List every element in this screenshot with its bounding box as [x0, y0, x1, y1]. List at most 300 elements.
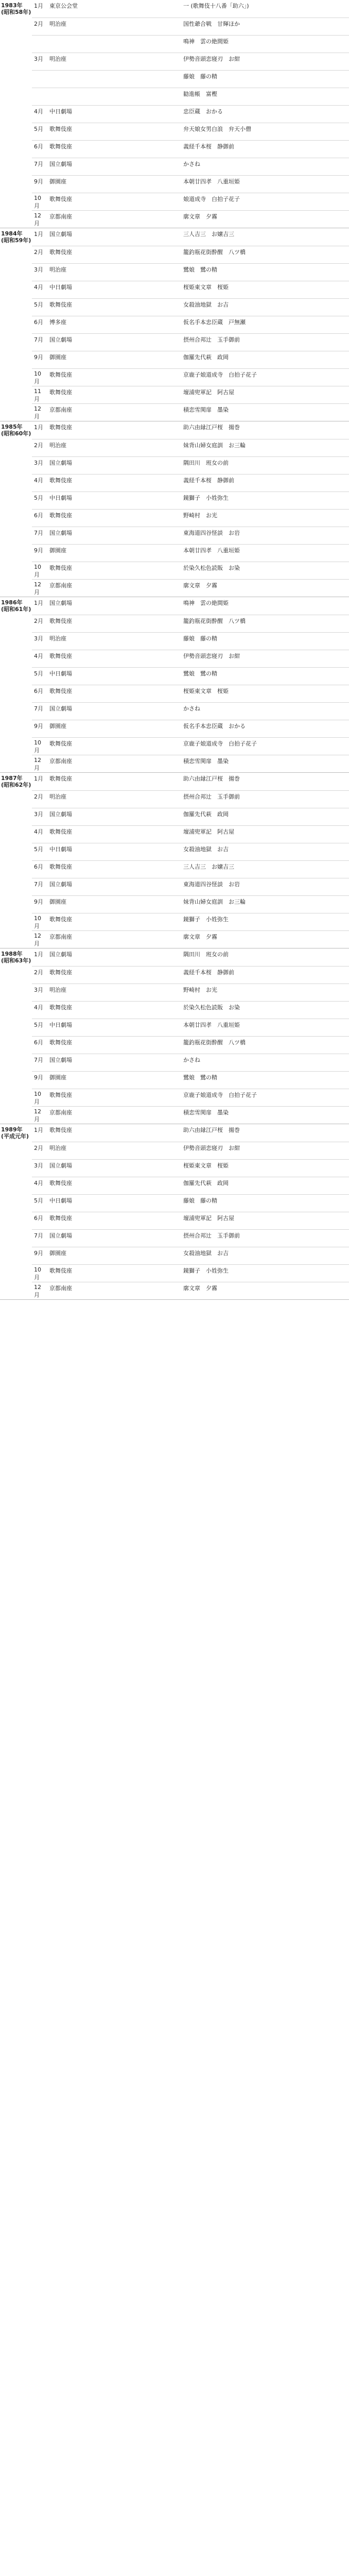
table-row [32, 421, 349, 439]
month-cell: 7月 [34, 336, 43, 343]
role-cell: 籠釣瓶花街酔醒 八ツ橋 [183, 618, 246, 624]
month-cell: 1月 [34, 1127, 43, 1133]
role-cell: 一 (歌舞伎十八番「助六」) [183, 3, 249, 9]
role-cell: 於染久松色読販 お染 [183, 1004, 240, 1011]
theatre-cell [46, 88, 180, 105]
month-cell: 5月 [34, 301, 43, 308]
theatre-cell: 歌舞伎座 [49, 740, 72, 747]
theatre-cell: 歌舞伎座 [49, 863, 72, 870]
table-row [32, 105, 349, 123]
theatre-cell: 中日劇場 [49, 108, 72, 115]
table-row [32, 1106, 349, 1124]
table-row [32, 597, 349, 615]
month-cell: 12月 [34, 212, 41, 227]
theatre-cell: 御園座 [49, 178, 66, 185]
table-row [32, 228, 349, 246]
year-label: 1985年 (昭和60年) [1, 423, 31, 437]
table-row [32, 1229, 349, 1247]
theatre-cell: 歌舞伎座 [49, 512, 72, 519]
month-cell: 10月 [34, 564, 41, 578]
month-cell [32, 71, 46, 88]
theatre-cell: 中日劇場 [49, 284, 72, 291]
table-row [32, 1159, 349, 1177]
table-row [32, 368, 349, 386]
role-cell: 籠釣瓶花街酔醒 八ツ橋 [183, 1039, 246, 1046]
table-row [32, 210, 349, 228]
theatre-cell: 歌舞伎座 [49, 1004, 72, 1011]
role-cell: 隅田川 班女の前 [183, 951, 229, 958]
role-cell: 鷺娘 鷺の精 [183, 266, 217, 273]
table-row [32, 895, 349, 913]
table-row [32, 456, 349, 474]
theatre-cell: 御園座 [49, 723, 66, 730]
theatre-cell: 国立劇場 [49, 811, 72, 818]
month-cell: 9月 [34, 354, 43, 361]
year-label: 1984年 (昭和59年) [1, 230, 31, 244]
theatre-cell: 明治座 [49, 266, 66, 273]
month-cell: 1月 [34, 951, 43, 958]
role-cell: 忠臣蔵 おかる [183, 108, 223, 115]
month-cell: 6月 [34, 1215, 43, 1222]
role-cell: 女殺油地獄 お吉 [183, 846, 229, 853]
month-cell: 9月 [34, 899, 43, 905]
month-cell: 1月 [34, 600, 43, 606]
table-row [32, 1177, 349, 1194]
role-cell: かさね [183, 705, 200, 712]
table-row [32, 650, 349, 667]
role-cell: 摂州合邦辻 玉手御前 [183, 336, 240, 343]
role-cell: 女殺油地獄 お吉 [183, 1250, 229, 1257]
table-row [32, 193, 349, 210]
table-row [32, 158, 349, 175]
year-block [0, 948, 349, 1124]
month-cell: 6月 [34, 319, 43, 326]
table-row [32, 790, 349, 808]
month-cell: 3月 [34, 811, 43, 818]
month-cell: 4月 [34, 653, 43, 659]
theatre-cell: 博多座 [49, 319, 66, 326]
theatre-cell: 東京公会堂 [49, 3, 78, 9]
table-row [32, 70, 349, 88]
table-row [32, 966, 349, 984]
month-cell: 7月 [34, 161, 43, 167]
table-row [32, 1001, 349, 1019]
month-cell: 5月 [34, 1022, 43, 1028]
month-cell: 10月 [34, 1266, 41, 1281]
theatre-cell: 御園座 [49, 899, 66, 905]
theatre-cell: 御園座 [49, 1250, 66, 1257]
month-cell: 7月 [34, 705, 43, 712]
month-cell: 4月 [34, 477, 43, 484]
table-row [32, 913, 349, 930]
table-row [32, 808, 349, 825]
month-cell: 10月 [34, 915, 41, 929]
month-cell: 10月 [34, 1091, 41, 1105]
month-cell: 1月 [34, 231, 43, 238]
table-row [32, 1054, 349, 1071]
month-cell: 10月 [34, 195, 41, 209]
table-row [32, 948, 349, 966]
theatre-cell: 明治座 [49, 987, 66, 993]
month-cell: 6月 [34, 512, 43, 519]
role-cell: 伽羅先代萩 政岡 [183, 811, 229, 818]
role-cell: 弁天娘女男白浪 弁天小僧 [183, 126, 251, 132]
table-row [32, 527, 349, 544]
theatre-cell: 歌舞伎座 [49, 653, 72, 659]
theatre-cell: 中日劇場 [49, 495, 72, 501]
theatre-cell: 歌舞伎座 [49, 249, 72, 256]
role-cell: 藤娘 藤の精 [183, 635, 217, 642]
year-block [0, 228, 349, 421]
year-label: 1987年 (昭和62年) [1, 775, 31, 788]
role-cell: 三人吉三 お嬢吉三 [183, 863, 234, 870]
theatre-cell: 中日劇場 [49, 1022, 72, 1028]
month-cell: 9月 [34, 723, 43, 730]
month-cell [32, 88, 46, 105]
role-cell: 鏡獅子 小姓弥生 [183, 916, 229, 923]
month-cell [32, 36, 46, 53]
theatre-cell: 歌舞伎座 [49, 424, 72, 431]
role-cell: 伊勢音頭恋寝刃 お紺 [183, 653, 240, 659]
table-row [32, 1282, 349, 1299]
theatre-cell: 明治座 [49, 793, 66, 800]
month-cell: 12月 [34, 933, 41, 947]
theatre-cell: 明治座 [49, 442, 66, 449]
table-row [32, 667, 349, 685]
table-row [32, 281, 349, 298]
theatre-cell: 歌舞伎座 [49, 828, 72, 835]
theatre-cell: 歌舞伎座 [49, 1039, 72, 1046]
table-row [32, 0, 349, 18]
role-cell: 鏡獅子 小姓弥生 [183, 495, 229, 501]
month-cell: 10月 [34, 739, 41, 754]
month-cell: 3月 [34, 987, 43, 993]
role-cell: 積恋雪関扉 墨染 [183, 1109, 229, 1116]
month-cell: 1月 [34, 3, 43, 9]
month-cell: 5月 [34, 495, 43, 501]
role-cell: 鷺娘 鷺の精 [183, 1074, 217, 1081]
role-cell: 鏡獅子 小姓弥生 [183, 1267, 229, 1274]
month-cell: 3月 [34, 266, 43, 273]
role-cell: 籠釣瓶花街酔醒 八ツ橋 [183, 249, 246, 256]
table-row [32, 175, 349, 193]
role-cell: 助六由縁江戸桜 揚巻 [183, 775, 240, 782]
role-cell: 桜姫東文章 桜姫 [183, 688, 229, 694]
theatre-cell: 御園座 [49, 547, 66, 554]
theatre-cell: 歌舞伎座 [49, 1127, 72, 1133]
theatre-cell: 歌舞伎座 [49, 126, 72, 132]
table-row [32, 1247, 349, 1264]
year-block [0, 1124, 349, 1300]
year-block [0, 0, 349, 228]
theatre-cell: 国立劇場 [49, 530, 72, 536]
month-cell: 3月 [34, 1162, 43, 1169]
month-cell: 4月 [34, 1180, 43, 1187]
month-cell: 12月 [34, 1284, 41, 1298]
theatre-cell: 国立劇場 [49, 460, 72, 466]
month-cell: 6月 [34, 688, 43, 694]
table-row [32, 88, 349, 105]
table-row [32, 825, 349, 843]
month-cell: 6月 [34, 143, 43, 150]
role-cell: 壇浦兜軍記 阿古屋 [183, 1215, 234, 1222]
role-cell: 国性爺合戦 甘輝ほか [183, 21, 240, 27]
month-cell: 2月 [34, 249, 43, 256]
role-cell: 京鹿子娘道成寺 白拍子花子 [183, 1092, 257, 1098]
table-row [32, 298, 349, 316]
table-row [32, 246, 349, 263]
table-row [32, 860, 349, 878]
theatre-cell: 歌舞伎座 [49, 565, 72, 571]
table-row [32, 720, 349, 737]
month-cell: 7月 [34, 1232, 43, 1239]
table-row [32, 18, 349, 35]
role-cell: 廓文章 夕霧 [183, 1285, 217, 1292]
role-cell: 積恋雪関扉 墨染 [183, 406, 229, 413]
role-cell: 鳴神 雲の絶間姫 [183, 38, 229, 45]
table-row [32, 1089, 349, 1106]
theatre-cell: 国立劇場 [49, 1162, 72, 1169]
table-row [32, 878, 349, 895]
month-cell: 2月 [34, 442, 43, 449]
role-cell: 勧進帳 富樫 [183, 91, 217, 97]
month-cell: 1月 [34, 775, 43, 782]
month-cell: 4月 [34, 1004, 43, 1011]
month-cell: 10月 [34, 370, 41, 385]
table-row [32, 1142, 349, 1159]
year-label: 1986年 (昭和61年) [1, 599, 31, 613]
table-row [32, 1019, 349, 1036]
role-cell: 藤娘 藤の精 [183, 1197, 217, 1204]
theatre-cell [46, 71, 180, 88]
month-cell: 12月 [34, 581, 41, 596]
role-cell: 隅田川 班女の前 [183, 460, 229, 466]
role-cell: 妹背山婦女庭訓 お三輪 [183, 899, 246, 905]
month-cell: 5月 [34, 1197, 43, 1204]
theatre-cell: 京都南座 [49, 1109, 72, 1116]
month-cell: 6月 [34, 863, 43, 870]
month-cell: 2月 [34, 1145, 43, 1151]
theatre-cell: 国立劇場 [49, 336, 72, 343]
table-row [32, 685, 349, 702]
theatre-cell: 歌舞伎座 [49, 1180, 72, 1187]
table-row [32, 773, 349, 790]
role-cell: 廓文章 夕霧 [183, 934, 217, 940]
month-cell: 2月 [34, 969, 43, 976]
table-row [32, 316, 349, 333]
year-block [0, 773, 349, 948]
month-cell: 12月 [34, 1108, 41, 1123]
role-cell: 本朝廿四孝 八重垣姫 [183, 178, 240, 185]
role-cell: 野崎村 お光 [183, 987, 217, 993]
role-cell: 義経千本桜 静御前 [183, 477, 234, 484]
theatre-cell: 歌舞伎座 [49, 477, 72, 484]
theatre-cell: 歌舞伎座 [49, 969, 72, 976]
role-cell: 鳴神 雲の絶間姫 [183, 600, 229, 606]
role-cell: 桜姫東文章 桜姫 [183, 284, 229, 291]
month-cell: 5月 [34, 126, 43, 132]
role-cell: 娘道成寺 白拍子花子 [183, 196, 240, 202]
month-cell: 7月 [34, 530, 43, 536]
role-cell: 京鹿子娘道成寺 白拍子花子 [183, 371, 257, 378]
table-row [32, 474, 349, 492]
theatre-cell: 歌舞伎座 [49, 1092, 72, 1098]
month-cell: 5月 [34, 846, 43, 853]
table-row [32, 439, 349, 456]
role-cell: かさね [183, 1057, 200, 1063]
role-cell: 野崎村 お光 [183, 512, 217, 519]
role-cell: 壇浦兜軍記 阿古屋 [183, 389, 234, 396]
role-cell: 積恋雪関扉 墨染 [183, 758, 229, 765]
theatre-cell: 明治座 [49, 1145, 66, 1151]
year-block [0, 597, 349, 773]
role-cell: 壇浦兜軍記 阿古屋 [183, 828, 234, 835]
role-cell: 女殺油地獄 お吉 [183, 301, 229, 308]
theatre-cell: 歌舞伎座 [49, 775, 72, 782]
role-cell: 藤娘 藤の精 [183, 73, 217, 80]
table-row [32, 509, 349, 527]
table-row [32, 263, 349, 281]
theatre-cell: 明治座 [49, 21, 66, 27]
table-row [32, 351, 349, 368]
theatre-cell: 京都南座 [49, 758, 72, 765]
month-cell: 3月 [34, 56, 43, 62]
role-cell: 本朝廿四孝 八重垣姫 [183, 547, 240, 554]
table-row [32, 984, 349, 1001]
table-row [32, 492, 349, 509]
role-cell: 伽羅先代萩 政岡 [183, 354, 229, 361]
table-row [32, 1036, 349, 1054]
theatre-cell: 歌舞伎座 [49, 143, 72, 150]
theatre-cell: 中日劇場 [49, 670, 72, 677]
theatre-cell: 歌舞伎座 [49, 618, 72, 624]
table-row [32, 1212, 349, 1229]
role-cell: 三人吉三 お嬢吉三 [183, 231, 234, 238]
theatre-cell: 京都南座 [49, 406, 72, 413]
role-cell: 義経千本桜 静御前 [183, 143, 234, 150]
role-cell: 京鹿子娘道成寺 白拍子花子 [183, 740, 257, 747]
theatre-cell: 中日劇場 [49, 1197, 72, 1204]
role-cell: 東海道四谷怪談 お岩 [183, 530, 240, 536]
theatre-cell: 歌舞伎座 [49, 301, 72, 308]
month-cell: 7月 [34, 881, 43, 888]
table-row [32, 333, 349, 351]
role-cell: かさね [183, 161, 200, 167]
month-cell: 2月 [34, 21, 43, 27]
month-cell: 9月 [34, 1250, 43, 1257]
role-cell: 於染久松色読販 お染 [183, 565, 240, 571]
month-cell: 3月 [34, 635, 43, 642]
table-row [32, 123, 349, 140]
table-row [32, 1264, 349, 1282]
role-cell: 伊勢音頭恋寝刃 お紺 [183, 56, 240, 62]
month-cell: 5月 [34, 670, 43, 677]
theatre-cell: 御園座 [49, 354, 66, 361]
table-row [32, 843, 349, 860]
role-cell: 摂州合邦辻 玉手御前 [183, 793, 240, 800]
month-cell: 12月 [34, 405, 41, 420]
role-cell: 東海道四谷怪談 お岩 [183, 881, 240, 888]
table-row [32, 140, 349, 158]
month-cell: 4月 [34, 828, 43, 835]
theatre-cell: 歌舞伎座 [49, 196, 72, 202]
table-row [32, 755, 349, 772]
year-label: 1988年 (昭和63年) [1, 951, 31, 964]
month-cell: 9月 [34, 547, 43, 554]
theatre-cell: 京都南座 [49, 582, 72, 589]
table-row [32, 1194, 349, 1212]
theatre-cell: 明治座 [49, 56, 66, 62]
theatre-cell: 歌舞伎座 [49, 916, 72, 923]
theatre-cell: 国立劇場 [49, 951, 72, 958]
theatre-cell: 中日劇場 [49, 846, 72, 853]
theatre-cell: 国立劇場 [49, 1057, 72, 1063]
theatre-cell [46, 36, 180, 53]
role-cell: 助六由縁江戸桜 揚巻 [183, 424, 240, 431]
role-cell: 仮名手本忠臣蔵 おかる [183, 723, 246, 730]
theatre-cell: 国立劇場 [49, 161, 72, 167]
month-cell: 12月 [34, 757, 41, 771]
month-cell: 4月 [34, 284, 43, 291]
month-cell: 3月 [34, 460, 43, 466]
role-cell: 本朝廿四孝 八重垣姫 [183, 1022, 240, 1028]
table-row [32, 930, 349, 948]
theatre-cell: 国立劇場 [49, 881, 72, 888]
role-cell: 桜姫東文章 桜姫 [183, 1162, 229, 1169]
role-cell: 廓文章 夕霧 [183, 213, 217, 220]
role-cell: 鷺娘 鷺の精 [183, 670, 217, 677]
year-label: 1983年 (昭和58年) [1, 2, 31, 15]
table-row [32, 579, 349, 597]
table-row [32, 1071, 349, 1089]
month-cell: 2月 [34, 793, 43, 800]
theatre-cell: 国立劇場 [49, 705, 72, 712]
theatre-cell: 国立劇場 [49, 1232, 72, 1239]
role-cell: 伽羅先代萩 政岡 [183, 1180, 229, 1187]
theatre-cell: 歌舞伎座 [49, 371, 72, 378]
table-row [32, 562, 349, 579]
theatre-cell: 京都南座 [49, 934, 72, 940]
month-cell: 7月 [34, 1057, 43, 1063]
month-cell: 2月 [34, 618, 43, 624]
role-cell: 仮名手本忠臣蔵 戸無瀬 [183, 319, 246, 326]
theatre-cell: 京都南座 [49, 213, 72, 220]
table-row [32, 544, 349, 562]
theatre-cell: 京都南座 [49, 1285, 72, 1292]
role-cell: 義経千本桜 静御前 [183, 969, 234, 976]
role-cell: 廓文章 夕霧 [183, 582, 217, 589]
table-row [32, 386, 349, 403]
role-cell: 摂州合邦辻 玉手御前 [183, 1232, 240, 1239]
month-cell: 1月 [34, 424, 43, 431]
month-cell: 11月 [34, 388, 41, 402]
table-row [32, 632, 349, 650]
theatre-cell: 歌舞伎座 [49, 1267, 72, 1274]
theatre-cell: 御園座 [49, 1074, 66, 1081]
role-cell: 助六由縁江戸桜 揚巻 [183, 1127, 240, 1133]
year-block [0, 421, 349, 597]
year-label: 1989年 (平成元年) [1, 1126, 29, 1140]
table-row [32, 403, 349, 421]
table-row [32, 35, 349, 53]
role-cell: 伊勢音頭恋寝刃 お紺 [183, 1145, 240, 1151]
table-row [32, 615, 349, 632]
table-row [32, 1124, 349, 1142]
month-cell: 6月 [34, 1039, 43, 1046]
theatre-cell: 国立劇場 [49, 231, 72, 238]
theatre-cell: 明治座 [49, 635, 66, 642]
theatre-cell: 国立劇場 [49, 600, 72, 606]
